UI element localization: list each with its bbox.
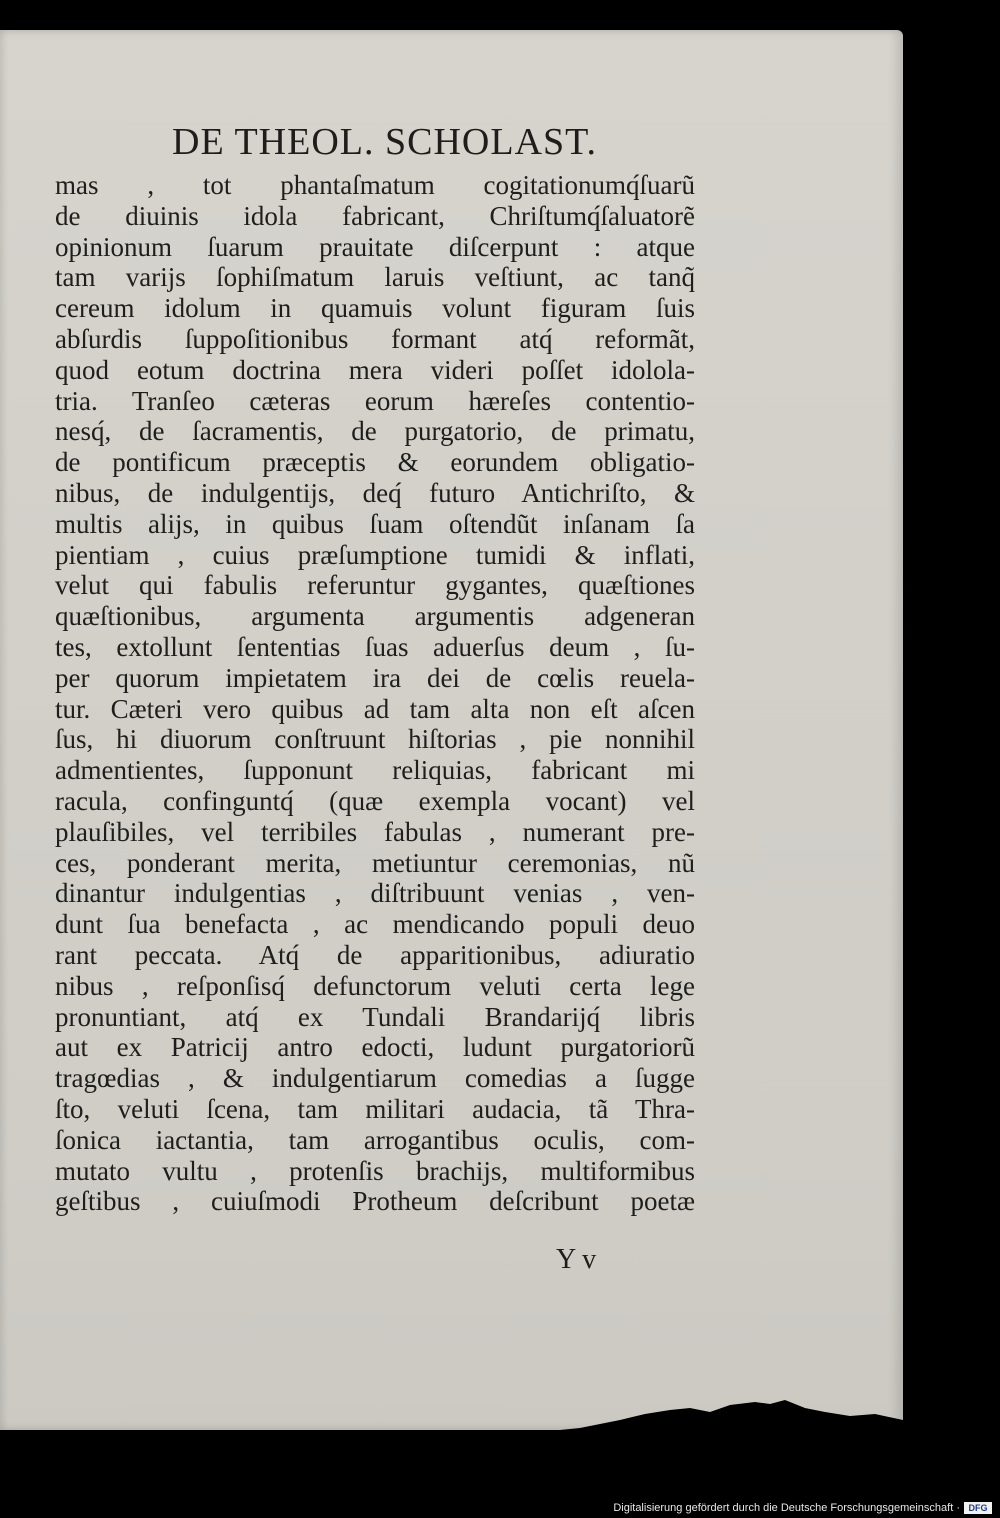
text-line: admentientes, ſupponunt reliquias, fabricant mi xyxy=(55,755,695,786)
running-head: DE THEOL. SCHOLAST. xyxy=(172,121,598,163)
text-line: tes, extollunt ſententias ſuas aduerſus deum , ſu- xyxy=(55,631,695,662)
text-line: tam varijs ſophiſmatum laruis veſtiunt, ac tanq̃ xyxy=(55,262,695,293)
text-line: dinantur indulgentias , diſtribuunt venias , ven- xyxy=(55,878,695,909)
text-line: quod eotum doctrina mera videri poſſet idolola- xyxy=(55,354,695,385)
text-line: multis alijs, in quibus ſuam oſtendũt inſanam ſa xyxy=(55,508,695,539)
text-line: tur. Cæteri vero quibus ad tam alta non eſt aſcen xyxy=(55,693,695,724)
text-line: mutato vultu , protenſis brachijs, multiformibus xyxy=(55,1155,695,1186)
book-page xyxy=(0,30,903,1430)
text-line: ſonica iactantia, tam arrogantibus oculis, com- xyxy=(55,1124,695,1155)
text-line: tria. Tranſeo cæteras eorum hæreſes contentio- xyxy=(55,385,695,416)
text-line: pronuntiant, atq́ ex Tundali Brandarijq́ libris xyxy=(55,1001,695,1032)
text-line: opinionum ſuarum prauitate diſcerpunt : atque xyxy=(55,231,695,262)
text-line: rant peccata. Atq́ de apparitionibus, adiuratio xyxy=(55,939,695,970)
text-line: per quorum impietatem ira dei de cœlis reuela- xyxy=(55,662,695,693)
text-line: aut ex Patricij antro edocti, ludunt purgatoriorũ xyxy=(55,1032,695,1063)
text-line: ces, ponderant merita, metiuntur ceremonias, nũ xyxy=(55,847,695,878)
text-line: ſto, veluti ſcena, tam militari audacia, tã Thra- xyxy=(55,1093,695,1124)
text-line: plauſibiles, vel terribiles fabulas , numerant pre- xyxy=(55,816,695,847)
text-line: de pontificum præceptis & eorundem obligatio- xyxy=(55,447,695,478)
text-line: nibus , reſponſisq́ defunctorum veluti certa lege xyxy=(55,970,695,1001)
torn-page-edge xyxy=(560,1390,920,1460)
text-line: velut qui fabulis referuntur gygantes, quæſtiones xyxy=(55,570,695,601)
text-line: abſurdis ſuppoſitionibus formant atq́ reformãt, xyxy=(55,323,695,354)
text-line: pientiam , cuius præſumptione tumidi & inflati, xyxy=(55,539,695,570)
signature-mark: Y v xyxy=(556,1244,597,1275)
text-line: nesq́, de ſacramentis, de purgatorio, de primatu, xyxy=(55,416,695,447)
page-body-text xyxy=(55,170,695,1217)
text-line: mas , tot phantaſmatum cogitationumq́ſuarũ xyxy=(55,170,695,200)
text-line: nibus, de indulgentijs, deq́ futuro Antichriſto, & xyxy=(55,477,695,508)
text-line: dunt ſua benefacta , ac mendicando populi deuo xyxy=(55,909,695,940)
digitization-credit: Digitalisierung gefördert durch die Deutsche Forschungsgemeinschaft · xyxy=(613,1502,960,1514)
text-line: racula, confinguntq́ (quæ exempla vocant) vel xyxy=(55,785,695,816)
text-line: quæſtionibus, argumenta argumentis adgeneran xyxy=(55,601,695,632)
text-line: tragœdias , & indulgentiarum comedias a ſugge xyxy=(55,1063,695,1094)
dfg-logo: DFG xyxy=(964,1502,992,1514)
footer-bar xyxy=(0,1496,1000,1518)
text-line: ſus, hi diuorum conſtruunt hiſtorias , pie nonnihil xyxy=(55,724,695,755)
text-line: cereum idolum in quamuis volunt figuram ſuis xyxy=(55,293,695,324)
text-line: de diuinis idola fabricant, Chriſtumq́ſaluatorẽ xyxy=(55,200,695,231)
text-line: geſtibus , cuiuſmodi Protheum deſcribunt poetæ xyxy=(55,1186,695,1217)
